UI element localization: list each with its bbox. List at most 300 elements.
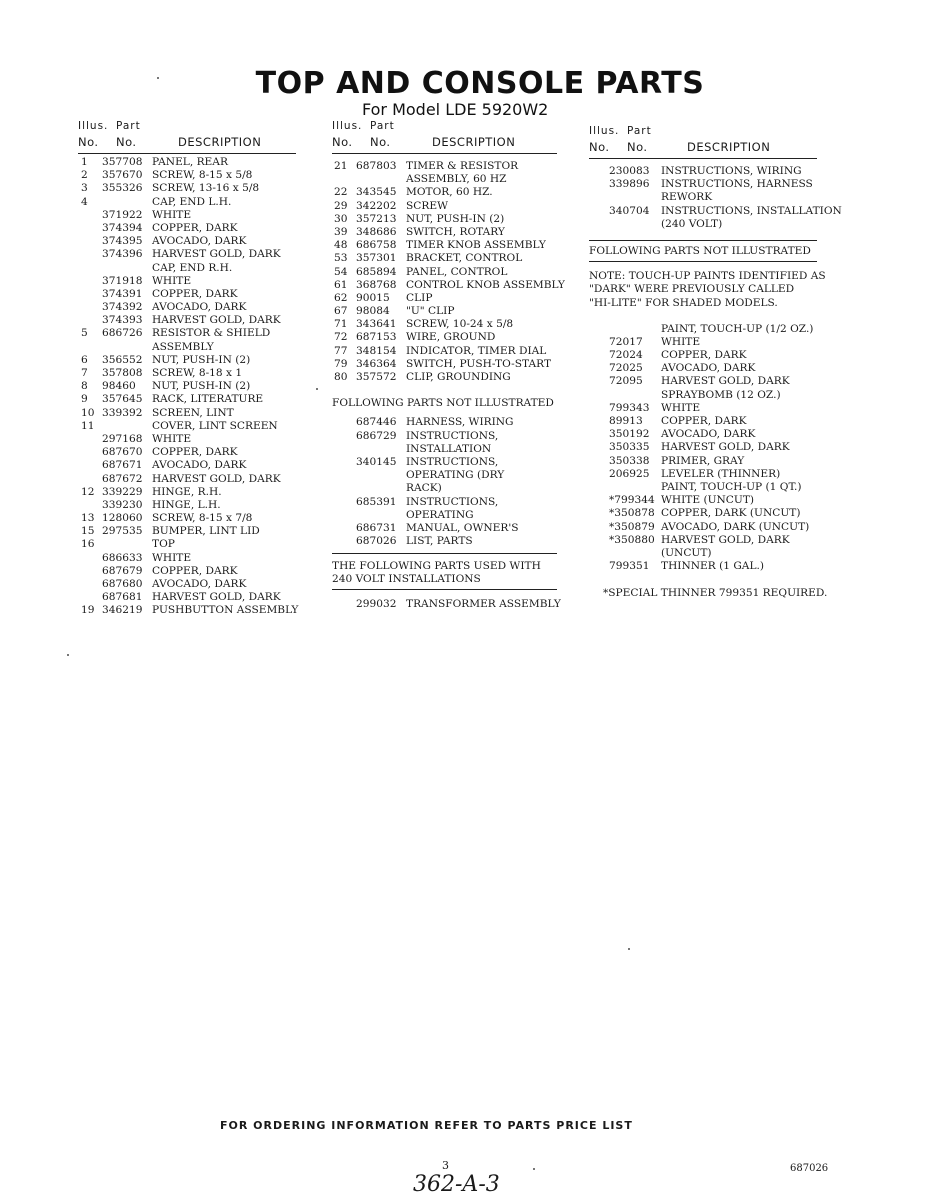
part-no: 339229 [102, 485, 143, 498]
ordering-info-footer: FOR ORDERING INFORMATION REFER TO PARTS PRICE LIST [220, 1119, 633, 1132]
section-rule [332, 589, 557, 590]
part-description: SWITCH, PUSH-TO-START [406, 357, 552, 370]
part-no: 371918 [102, 274, 143, 287]
part-no: 355326 [102, 182, 143, 195]
part-no: 342202 [356, 199, 397, 212]
part-no: 343545 [356, 186, 397, 199]
part-row [589, 218, 817, 231]
part-description: COPPER, DARK [661, 415, 747, 427]
part-description: SPRAYBOMB (12 OZ.) [661, 388, 781, 401]
part-description: SCREW, 8-18 x 1 [152, 367, 243, 379]
part-row [589, 191, 817, 204]
part-no: 340145 [356, 455, 397, 468]
parts-column-2 [332, 120, 565, 611]
part-description: SWITCH, ROTARY [406, 225, 505, 238]
part-row [332, 358, 557, 371]
illus-no: 8 [81, 380, 88, 393]
part-no: 297535 [102, 525, 143, 538]
parts-column-1 [78, 120, 299, 618]
part-row [78, 525, 296, 538]
page-title: TOP AND CONSOLE PARTS [255, 66, 705, 101]
part-row [78, 341, 296, 354]
part-no: 686633 [102, 551, 143, 564]
part-no: 374394 [102, 221, 143, 234]
part-description: WHITE [661, 335, 701, 348]
240v-heading-line-2: 240 VOLT INSTALLATIONS [332, 573, 481, 586]
part-description: WIRE, GROUND [406, 331, 496, 344]
illus-no: 53 [334, 252, 348, 265]
part-row [78, 538, 296, 551]
part-row [589, 165, 817, 178]
part-row [589, 336, 817, 349]
part-description: AVOCADO, DARK [661, 362, 756, 375]
illus-no: 30 [334, 212, 348, 225]
illus-no: 1 [81, 156, 88, 168]
part-description: INSTRUCTIONS, [406, 455, 499, 468]
part-description: CLIP, GROUNDING [406, 371, 511, 383]
part-description: TOP [152, 538, 175, 551]
part-description: SCREEN, LINT [152, 406, 234, 419]
illus-no: 4 [81, 195, 88, 208]
part-no: 686758 [356, 239, 397, 252]
part-no: 687026 [356, 535, 397, 548]
part-description: PUSHBUTTON ASSEMBLY [152, 604, 299, 617]
part-row [332, 278, 565, 292]
part-description: AVOCADO, DARK [152, 235, 247, 248]
special-thinner-note: *SPECIAL THINNER 799351 REQUIRED. [603, 587, 828, 600]
part-row [78, 552, 296, 565]
part-description: (UNCUT) [661, 546, 712, 559]
part-header: Part [370, 120, 395, 132]
page-subtitle: For Model LDE 5920W2 [362, 100, 549, 119]
part-description: COPPER, DARK [152, 446, 238, 459]
part-row [78, 393, 296, 406]
part-description: WHITE [152, 432, 192, 445]
part-description: THINNER (1 GAL.) [661, 560, 764, 573]
part-description: CAP, END L.H. [152, 195, 232, 208]
part-row [78, 248, 296, 261]
part-row [332, 266, 557, 279]
part-row [332, 456, 557, 469]
illus-no: 48 [334, 239, 348, 252]
illus-no: 9 [81, 393, 88, 406]
illus-no: 5 [81, 327, 88, 340]
part-description: (240 VOLT) [661, 217, 723, 230]
part-no: 687803 [356, 160, 397, 172]
illus-no: 10 [81, 406, 95, 419]
part-no: 339392 [102, 406, 143, 419]
part-no: 357808 [102, 367, 143, 379]
part-description: RACK) [406, 482, 442, 495]
part-row [78, 420, 296, 433]
part-no: *350880 [609, 533, 655, 546]
parts-list-2 [332, 160, 565, 384]
scan-speck [628, 948, 630, 950]
part-row [78, 565, 296, 578]
part-no: 685894 [356, 265, 397, 278]
part-description: OPERATING (DRY [406, 469, 505, 482]
part-row [78, 407, 296, 420]
part-row [589, 494, 817, 507]
part-row [332, 226, 557, 239]
scan-speck [533, 1168, 535, 1170]
part-row [332, 318, 557, 331]
part-row [332, 345, 557, 358]
part-description: INSTRUCTIONS, [406, 429, 499, 442]
part-description: INSTRUCTIONS, [406, 495, 499, 508]
illus-no: 6 [81, 353, 88, 366]
part-description: HARVEST GOLD, DARK [661, 441, 790, 454]
not-illustrated-list [332, 416, 557, 548]
part-no: 299032 [356, 597, 397, 610]
part-no: 297168 [102, 432, 143, 445]
part-no: 346219 [102, 604, 143, 617]
part-no: 799343 [609, 401, 650, 414]
part-row [332, 252, 557, 265]
illus-no: 11 [81, 419, 95, 432]
part-no: 72025 [609, 362, 643, 375]
part-row [78, 235, 296, 248]
part-row [332, 496, 557, 509]
part-header: Part [627, 125, 652, 137]
part-no: 98084 [356, 305, 390, 318]
scan-speck [67, 654, 69, 656]
part-row [589, 521, 817, 534]
part-description: OPERATING [406, 508, 474, 521]
part-description: MOTOR, 60 HZ. [406, 186, 493, 199]
description-header: DESCRIPTION [432, 135, 516, 149]
part-no: 686729 [356, 429, 397, 442]
part-row [78, 512, 296, 525]
part-row [332, 213, 557, 226]
part-row [78, 275, 296, 288]
part-no: 374392 [102, 301, 143, 314]
part-no: 687679 [102, 564, 143, 577]
part-no: 357670 [102, 169, 143, 182]
part-row [332, 371, 557, 384]
part-no: 368768 [356, 278, 397, 291]
part-description: INSTRUCTIONS, WIRING [661, 165, 802, 177]
part-row [332, 535, 557, 548]
part-row [78, 301, 296, 314]
part-row [332, 186, 557, 199]
part-no: 348686 [356, 225, 397, 238]
illus-no-header: No. [332, 135, 353, 149]
part-description: AVOCADO, DARK (UNCUT) [661, 520, 810, 533]
part-description: WHITE [152, 551, 192, 564]
part-no: 357301 [356, 252, 397, 265]
part-row [78, 169, 296, 182]
document-number: 687026 [790, 1163, 829, 1174]
part-description: LEVELER (THINNER) [661, 467, 781, 480]
part-row [332, 430, 557, 443]
description-header: DESCRIPTION [178, 135, 262, 149]
illus-no-header: No. [589, 140, 610, 154]
part-row [589, 362, 817, 375]
column-2-header [332, 120, 557, 156]
part-no: 357708 [102, 156, 143, 168]
part-description: NUT, PUSH-IN (2) [152, 380, 251, 393]
part-no: 350338 [609, 454, 650, 467]
part-no: 357645 [102, 393, 143, 406]
description-header: DESCRIPTION [687, 140, 771, 154]
part-description: LIST, PARTS [406, 535, 473, 548]
part-no: 206925 [609, 467, 650, 480]
illus-no: 29 [334, 199, 348, 212]
header-rule [589, 158, 817, 159]
240v-parts-list [332, 597, 561, 611]
illus-no: 61 [334, 278, 348, 291]
part-no: 374393 [102, 314, 143, 327]
part-row [78, 222, 296, 235]
handwritten-code: 362-A-3 [413, 1172, 500, 1197]
illus-no: 16 [81, 538, 95, 551]
part-no: 374396 [102, 248, 143, 261]
illus-no: 2 [81, 169, 88, 182]
part-description: COPPER, DARK [152, 287, 238, 300]
part-no: 687153 [356, 331, 397, 344]
part-no: 687672 [102, 472, 143, 485]
illus-header: Illus. [78, 120, 109, 132]
part-description: PRIMER, GRAY [661, 454, 745, 467]
part-description: CAP, END R.H. [152, 261, 233, 274]
page-number: 3 [442, 1159, 449, 1172]
part-description: AVOCADO, DARK [661, 428, 756, 441]
not-illustrated-heading: FOLLOWING PARTS NOT ILLUSTRATED [332, 397, 554, 410]
part-description: NUT, PUSH-IN (2) [152, 353, 251, 366]
part-description: HARVEST GOLD, DARK [152, 472, 281, 485]
part-description: RESISTOR & SHIELD [152, 327, 271, 340]
part-row [589, 428, 817, 441]
part-description: COPPER, DARK [152, 564, 238, 577]
illus-no: 22 [334, 186, 348, 199]
part-row [78, 288, 296, 301]
part-row [78, 209, 296, 222]
illus-no: 79 [334, 357, 348, 370]
part-description: INSTRUCTIONS, INSTALLATION [661, 204, 842, 217]
header-rule [332, 153, 557, 154]
section-rule [589, 261, 817, 262]
part-description: SCREW, 8-15 x 5/8 [152, 169, 253, 182]
part-row [332, 292, 557, 305]
part-row [78, 473, 296, 486]
part-row [78, 182, 296, 195]
illus-no: 80 [334, 371, 348, 383]
240v-heading-line-1: THE FOLLOWING PARTS USED WITH [332, 560, 541, 573]
part-no: 686731 [356, 521, 397, 534]
part-no: *350878 [609, 507, 655, 520]
part-description: CONTROL KNOB ASSEMBLY [406, 278, 565, 291]
part-row [589, 534, 817, 547]
part-description: COPPER, DARK [152, 221, 238, 234]
part-row [78, 459, 296, 472]
part-description: BUMPER, LINT LID [152, 525, 260, 538]
part-row [78, 156, 296, 169]
touch-up-note [589, 270, 826, 310]
part-no: 348154 [356, 344, 397, 357]
part-description: WHITE [661, 401, 701, 414]
illus-no: 67 [334, 305, 348, 318]
part-row [332, 522, 557, 535]
illus-no: 71 [334, 318, 348, 331]
part-row [78, 262, 296, 275]
paint-list [589, 323, 817, 574]
header-rule [78, 153, 296, 154]
part-row [78, 486, 296, 499]
illus-header: Illus. [332, 120, 363, 132]
part-no: 799351 [609, 560, 650, 573]
part-no: 374391 [102, 287, 143, 300]
part-no: 230083 [609, 165, 650, 177]
part-row [332, 305, 557, 318]
column-3-header [589, 125, 817, 161]
part-row [332, 482, 557, 495]
part-row [589, 560, 817, 573]
part-row [589, 415, 817, 428]
part-row [332, 416, 557, 429]
part-description: INSTALLATION [406, 442, 492, 455]
part-description: AVOCADO, DARK [152, 578, 247, 590]
part-header: Part [116, 120, 141, 132]
part-row [78, 367, 296, 380]
part-description: HARNESS, WIRING [406, 416, 514, 429]
part-row [78, 604, 299, 617]
part-row [332, 509, 557, 522]
part-no: 686726 [102, 327, 143, 340]
part-description: WHITE (UNCUT) [661, 494, 755, 507]
part-no: 346364 [356, 357, 397, 370]
part-row [78, 314, 296, 327]
part-description: COPPER, DARK [661, 349, 747, 362]
part-description: BRACKET, CONTROL [406, 252, 523, 265]
part-row [332, 239, 557, 252]
part-row [589, 468, 817, 481]
part-description: PAINT, TOUCH-UP (1 QT.) [661, 480, 802, 493]
part-description: INSTRUCTIONS, HARNESS [661, 178, 813, 191]
illus-no: 3 [81, 182, 88, 195]
part-row [78, 196, 296, 209]
part-row [589, 441, 817, 454]
part-description: SCREW, 8-15 x 7/8 [152, 512, 253, 525]
part-row [589, 204, 842, 218]
part-no: 685391 [356, 495, 397, 508]
part-description: HARVEST GOLD, DARK [661, 533, 790, 546]
part-no: 339896 [609, 178, 650, 191]
illus-no: 54 [334, 265, 348, 278]
part-no: 72024 [609, 349, 643, 362]
part-row [78, 446, 296, 459]
part-no: 90015 [356, 291, 390, 304]
part-description: HARVEST GOLD, DARK [152, 314, 281, 327]
part-description: TIMER & RESISTOR [406, 160, 519, 172]
part-row [78, 354, 296, 367]
part-row [589, 507, 817, 520]
part-row [589, 349, 817, 362]
part-row [78, 499, 296, 512]
part-no: 339230 [102, 498, 143, 511]
part-row [589, 375, 817, 388]
part-no: 72095 [609, 375, 643, 388]
part-description: HARVEST GOLD, DARK [661, 375, 790, 388]
part-row [78, 327, 296, 340]
part-description: HARVEST GOLD, DARK [152, 591, 281, 604]
part-description: WHITE [152, 274, 192, 287]
part-description: WHITE [152, 208, 192, 221]
section-rule [332, 553, 557, 554]
part-no: 98460 [102, 380, 136, 393]
part-description: "U" CLIP [406, 305, 455, 318]
section-rule [589, 240, 817, 241]
part-description: REWORK [661, 191, 713, 204]
part-description: HINGE, R.H. [152, 485, 222, 498]
note-line: "HI-LITE" FOR SHADED MODELS. [589, 296, 778, 309]
part-row [78, 380, 296, 393]
note-line: NOTE: TOUCH-UP PAINTS IDENTIFIED AS [589, 270, 826, 283]
part-no-header: No. [370, 135, 391, 149]
part-description: COVER, LINT SCREEN [152, 419, 278, 432]
part-description: SCREW [406, 199, 448, 212]
note-line: "DARK" WERE PREVIOUSLY CALLED [589, 283, 795, 296]
part-description: TIMER KNOB ASSEMBLY [406, 239, 546, 252]
part-description: AVOCADO, DARK [152, 301, 247, 314]
part-row [589, 547, 817, 560]
part-no: 350335 [609, 441, 650, 454]
part-row [589, 402, 817, 415]
parts-list-1 [78, 156, 299, 618]
illus-no: 13 [81, 512, 95, 525]
part-row [589, 178, 817, 191]
scan-speck [316, 388, 318, 390]
part-row [589, 389, 817, 402]
part-description: RACK, LITERATURE [152, 393, 264, 406]
illus-no: 15 [81, 525, 95, 538]
part-row [332, 597, 561, 611]
illus-no: 77 [334, 344, 348, 357]
part-no-header: No. [627, 140, 648, 154]
part-description: PANEL, REAR [152, 156, 228, 168]
part-no: 350192 [609, 428, 650, 441]
part-description: PAINT, TOUCH-UP (1/2 OZ.) [661, 322, 814, 335]
part-description: COPPER, DARK (UNCUT) [661, 507, 801, 520]
part-no: 374395 [102, 235, 143, 248]
part-no: 343641 [356, 318, 397, 331]
parts-list-3 [589, 165, 842, 231]
part-no: 687681 [102, 591, 143, 604]
illus-no: 62 [334, 291, 348, 304]
part-row [332, 160, 557, 173]
part-no: 340704 [609, 204, 650, 217]
part-description: PANEL, CONTROL [406, 265, 508, 278]
part-description: HARVEST GOLD, DARK [152, 248, 281, 261]
parts-column-3 [589, 125, 842, 600]
illus-no: 72 [334, 331, 348, 344]
part-no: 687680 [102, 578, 143, 590]
part-no: *350879 [609, 520, 655, 533]
part-description: HINGE, L.H. [152, 498, 221, 511]
part-no-header: No. [116, 135, 137, 149]
part-description: SCREW, 13-16 x 5/8 [152, 182, 260, 195]
illus-no: 19 [81, 604, 95, 617]
part-row [78, 578, 296, 591]
part-row [78, 591, 296, 604]
part-row [332, 469, 557, 482]
part-description: NUT, PUSH-IN (2) [406, 212, 505, 225]
part-no: 371922 [102, 208, 143, 221]
part-row [589, 481, 817, 494]
illus-no: 12 [81, 485, 95, 498]
part-description: TRANSFORMER ASSEMBLY [406, 597, 561, 610]
part-description: AVOCADO, DARK [152, 459, 247, 472]
